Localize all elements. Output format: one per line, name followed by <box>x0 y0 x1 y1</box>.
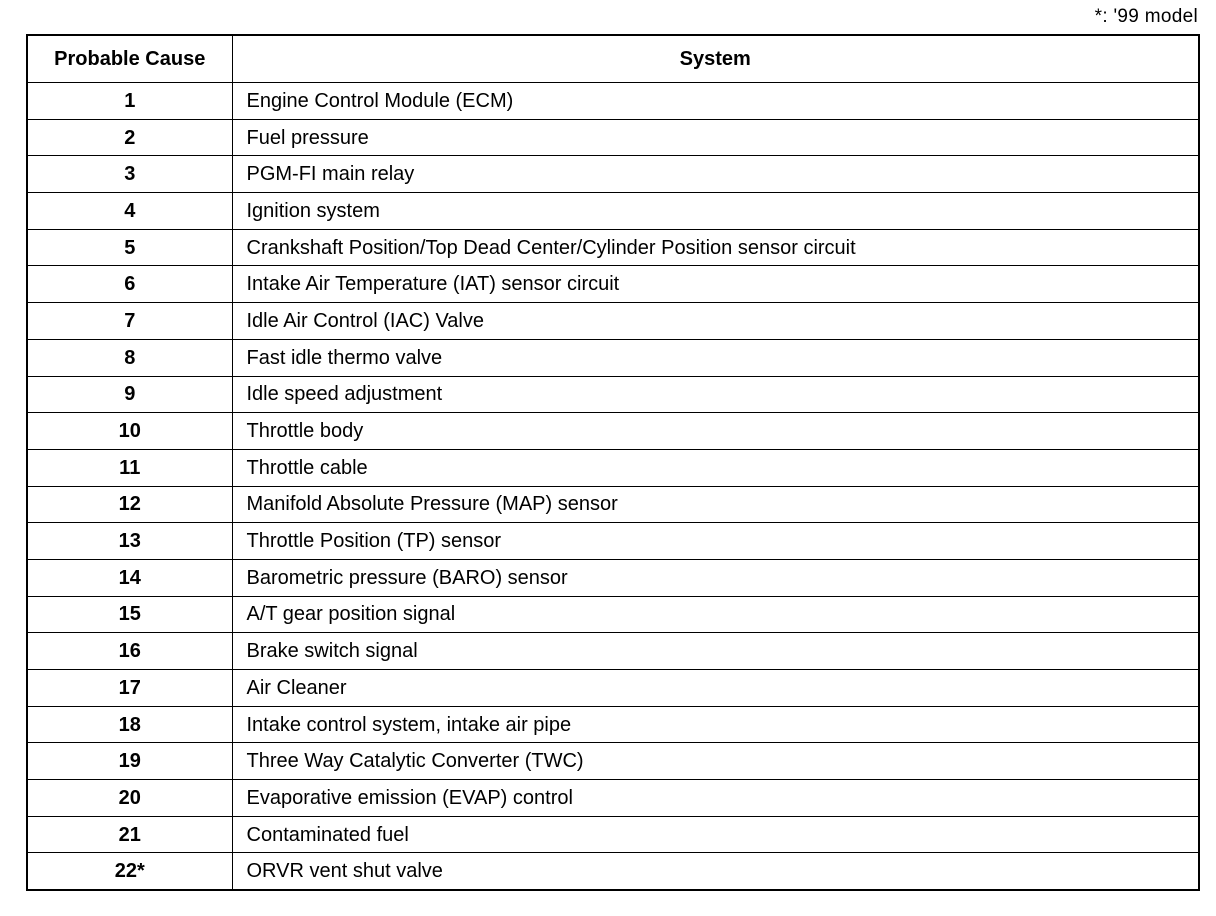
table-row <box>27 119 1199 156</box>
table-row <box>27 413 1199 450</box>
system-description: Idle Air Control (IAC) Valve <box>232 303 1199 340</box>
probable-cause-number: 8 <box>27 339 232 376</box>
model-footnote: *: '99 model <box>1094 6 1198 27</box>
system-description: Crankshaft Position/Top Dead Center/Cylinder Position sensor circuit <box>232 229 1199 266</box>
table-row <box>27 229 1199 266</box>
probable-cause-number: 5 <box>27 229 232 266</box>
table-row <box>27 303 1199 340</box>
probable-cause-number: 9 <box>27 376 232 413</box>
table-row <box>27 376 1199 413</box>
probable-cause-number: 1 <box>27 83 232 120</box>
system-description: Barometric pressure (BARO) sensor <box>232 559 1199 596</box>
probable-cause-number: 19 <box>27 743 232 780</box>
header-probable-cause: Probable Cause <box>27 35 232 83</box>
probable-cause-number: 7 <box>27 303 232 340</box>
system-description: Engine Control Module (ECM) <box>232 83 1199 120</box>
system-description: PGM-FI main relay <box>232 156 1199 193</box>
system-description: ORVR vent shut valve <box>232 853 1199 890</box>
probable-cause-number: 13 <box>27 523 232 560</box>
system-description: Throttle Position (TP) sensor <box>232 523 1199 560</box>
table-row <box>27 83 1199 120</box>
probable-cause-number: 21 <box>27 816 232 853</box>
system-description: Fuel pressure <box>232 119 1199 156</box>
system-description: Brake switch signal <box>232 633 1199 670</box>
probable-cause-number: 15 <box>27 596 232 633</box>
probable-cause-number: 18 <box>27 706 232 743</box>
probable-cause-number: 11 <box>27 449 232 486</box>
system-description: Three Way Catalytic Converter (TWC) <box>232 743 1199 780</box>
system-description: Idle speed adjustment <box>232 376 1199 413</box>
system-description: Intake control system, intake air pipe <box>232 706 1199 743</box>
table-row <box>27 780 1199 817</box>
table-row <box>27 596 1199 633</box>
table-body <box>27 83 1199 891</box>
system-description: Throttle cable <box>232 449 1199 486</box>
table-row <box>27 266 1199 303</box>
table-row <box>27 559 1199 596</box>
system-description: Fast idle thermo valve <box>232 339 1199 376</box>
header-system: System <box>232 35 1199 83</box>
header-row <box>27 35 1199 83</box>
table-row <box>27 816 1199 853</box>
probable-cause-number: 4 <box>27 193 232 230</box>
table-row <box>27 853 1199 890</box>
system-description: A/T gear position signal <box>232 596 1199 633</box>
system-description: Manifold Absolute Pressure (MAP) sensor <box>232 486 1199 523</box>
table-row <box>27 633 1199 670</box>
system-description: Evaporative emission (EVAP) control <box>232 780 1199 817</box>
probable-cause-number: 22* <box>27 853 232 890</box>
table-row <box>27 706 1199 743</box>
table-row <box>27 486 1199 523</box>
probable-cause-number: 14 <box>27 559 232 596</box>
probable-cause-table <box>26 34 1200 891</box>
probable-cause-number: 6 <box>27 266 232 303</box>
probable-cause-number: 3 <box>27 156 232 193</box>
system-description: Air Cleaner <box>232 670 1199 707</box>
probable-cause-number: 12 <box>27 486 232 523</box>
table-row <box>27 743 1199 780</box>
system-description: Throttle body <box>232 413 1199 450</box>
system-description: Intake Air Temperature (IAT) sensor circuit <box>232 266 1199 303</box>
table-row <box>27 156 1199 193</box>
system-description: Ignition system <box>232 193 1199 230</box>
table-row <box>27 670 1199 707</box>
probable-cause-number: 17 <box>27 670 232 707</box>
probable-cause-number: 20 <box>27 780 232 817</box>
table-row <box>27 523 1199 560</box>
probable-cause-number: 10 <box>27 413 232 450</box>
system-description: Contaminated fuel <box>232 816 1199 853</box>
table-row <box>27 449 1199 486</box>
table-row <box>27 193 1199 230</box>
probable-cause-number: 16 <box>27 633 232 670</box>
probable-cause-number: 2 <box>27 119 232 156</box>
table-row <box>27 339 1199 376</box>
